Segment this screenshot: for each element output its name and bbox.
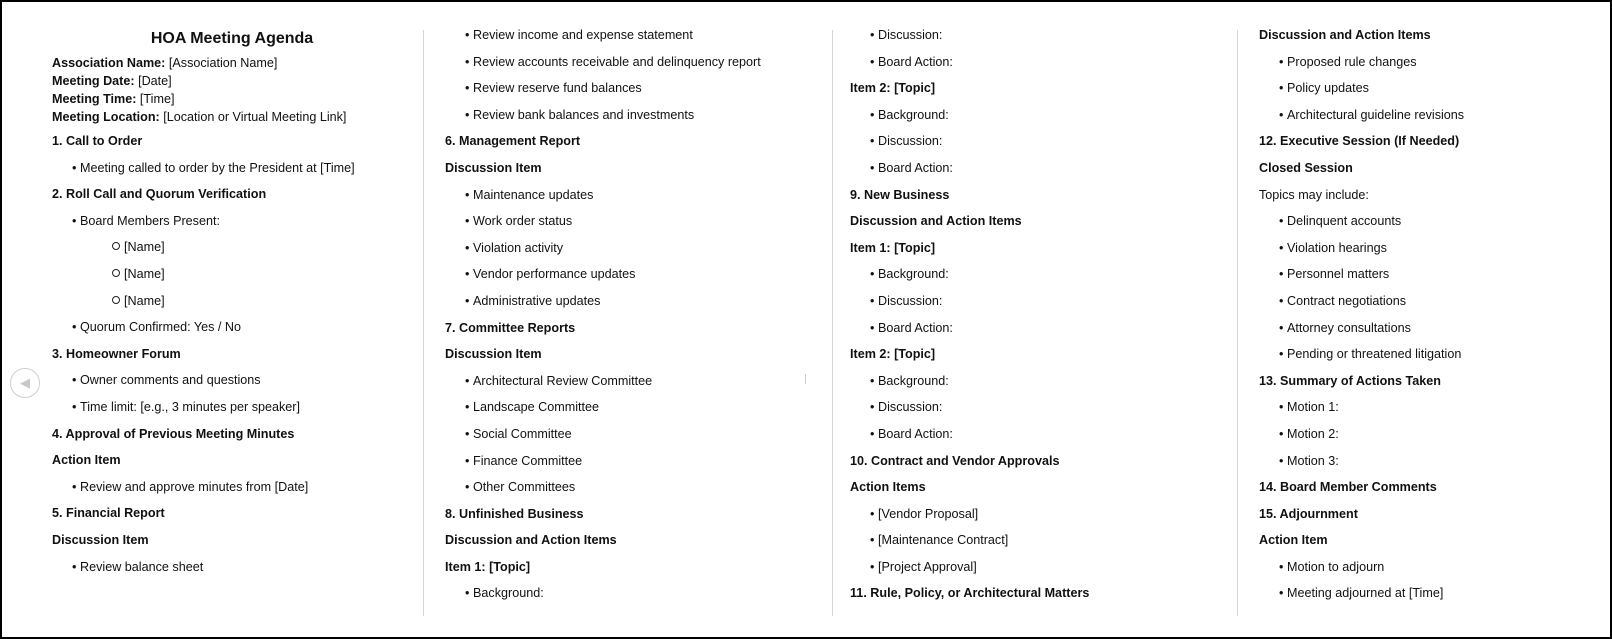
list-item-text: Work order status (473, 214, 573, 229)
list-item (850, 261, 1089, 288)
list-item (445, 208, 761, 235)
list-item-text: Board Action: (878, 426, 953, 441)
section-heading: Discussion Item (52, 532, 149, 547)
list-item-text: Discussion: (878, 293, 943, 308)
list-item (445, 288, 761, 315)
list-item (445, 580, 761, 607)
list-item-text: Proposed rule changes (1287, 54, 1417, 69)
section-heading: Item 1: [Topic] (850, 240, 936, 255)
section-heading: Item 2: [Topic] (850, 81, 936, 96)
list-item-text: Vendor performance updates (473, 267, 636, 282)
list-item (1259, 315, 1464, 342)
list-item-text: Board Members Present: (80, 213, 220, 228)
list-item (850, 368, 1089, 395)
list-item (1259, 421, 1464, 448)
list-item-text: Motion 1: (1287, 400, 1339, 415)
list-item-text: [Maintenance Contract] (878, 533, 1009, 548)
list-item-text: Review reserve fund balances (473, 81, 642, 96)
list-item-text: Violation hearings (1287, 240, 1387, 255)
meeting-detail-value: [Location or Virtual Meeting Link] (159, 110, 347, 124)
meeting-detail-label: Association Name: (52, 56, 166, 70)
list-item-text: Motion 2: (1287, 426, 1339, 441)
list-item (1259, 288, 1464, 315)
list-item (1259, 554, 1464, 581)
section-heading: 2. Roll Call and Quorum Verification (52, 187, 267, 202)
list-item-text: Attorney consultations (1287, 320, 1411, 335)
section-heading: 9. New Business (850, 187, 950, 202)
sub-list-item-text: [Name] (124, 266, 165, 281)
list-item (850, 22, 1089, 49)
list-item (850, 501, 1089, 528)
sub-list-item (52, 261, 412, 288)
list-item (850, 102, 1089, 129)
list-item-text: Review and approve minutes from [Date] (80, 479, 309, 494)
list-item (52, 394, 412, 421)
section-heading: Item 1: [Topic] (445, 559, 531, 574)
list-item (445, 448, 761, 475)
list-item (445, 261, 761, 288)
list-item-text: Architectural Review Committee (473, 373, 653, 388)
sub-list-item-text: [Name] (124, 293, 165, 308)
section-heading: 14. Board Member Comments (1259, 480, 1437, 495)
list-item (1259, 448, 1464, 475)
list-item (445, 102, 761, 129)
list-item (850, 155, 1089, 182)
section-heading: Discussion and Action Items (850, 214, 1022, 229)
list-item-text: Finance Committee (473, 453, 583, 468)
list-item-text: Contract negotiations (1287, 293, 1407, 308)
list-item-text: Background: (878, 373, 949, 388)
list-item (52, 314, 412, 341)
page-marker (805, 374, 806, 384)
list-item-text: Meeting adjourned at [Time] (1287, 586, 1444, 601)
list-item (445, 394, 761, 421)
list-item-text: Board Action: (878, 160, 953, 175)
list-item-text: Other Committees (473, 480, 576, 495)
meeting-details (52, 54, 412, 126)
list-item-text: [Project Approval] (878, 559, 977, 574)
list-item (1259, 580, 1464, 607)
list-item (850, 315, 1089, 342)
meeting-detail-label: Meeting Time: (52, 92, 137, 106)
list-item (1259, 341, 1464, 368)
section-heading: Discussion Item (445, 160, 542, 175)
meeting-detail-row (52, 72, 412, 90)
section-heading: 6. Management Report (445, 134, 581, 149)
section-heading: 11. Rule, Policy, or Architectural Matters (850, 586, 1090, 601)
list-item-text: Board Action: (878, 320, 953, 335)
list-item-text: Board Action: (878, 54, 953, 69)
list-item (1259, 208, 1464, 235)
list-item (850, 49, 1089, 76)
sub-list-item (52, 288, 412, 315)
list-item (850, 527, 1089, 554)
section-heading: Discussion and Action Items (445, 533, 617, 548)
meeting-detail-label: Meeting Date: (52, 74, 135, 88)
list-item (850, 128, 1089, 155)
section-heading: 13. Summary of Actions Taken (1259, 373, 1441, 388)
column-4 (1259, 22, 1464, 607)
list-item-text: Delinquent accounts (1287, 214, 1402, 229)
list-item (1259, 235, 1464, 262)
list-item-text: Personnel matters (1287, 267, 1390, 282)
list-item-text: Review accounts receivable and delinquency report (473, 54, 761, 69)
list-item-text: Motion 3: (1287, 453, 1339, 468)
meeting-detail-value: [Association Name] (165, 56, 278, 70)
list-item (850, 421, 1089, 448)
list-item-text: Review balance sheet (80, 559, 204, 574)
list-item (1259, 261, 1464, 288)
list-item-text: Owner comments and questions (80, 373, 261, 388)
list-item (52, 474, 412, 501)
list-item-text: [Vendor Proposal] (878, 506, 979, 521)
list-item (52, 554, 412, 581)
section-heading: Action Item (1259, 533, 1328, 548)
previous-page-button[interactable] (10, 368, 40, 398)
list-item-text: Review bank balances and investments (473, 107, 695, 122)
section-heading: Discussion and Action Items (1259, 28, 1431, 42)
column-3 (850, 22, 1089, 607)
list-item (445, 182, 761, 209)
circle-bullet-icon (112, 296, 120, 304)
section-heading: Closed Session (1259, 160, 1353, 175)
list-item-text: Landscape Committee (473, 400, 600, 415)
list-item-text: Architectural guideline revisions (1287, 107, 1465, 122)
meeting-detail-value: [Time] (136, 92, 175, 106)
list-item-text: Maintenance updates (473, 187, 594, 202)
meeting-detail-row (52, 108, 412, 126)
section-heading: Item 2: [Topic] (850, 347, 936, 362)
chevron-left-icon: ◀ (20, 375, 30, 390)
section-heading: Discussion Item (445, 347, 542, 362)
list-item (445, 49, 761, 76)
section-heading: 4. Approval of Previous Meeting Minutes (52, 426, 295, 441)
list-item (445, 22, 761, 49)
list-item (445, 474, 761, 501)
list-item (1259, 394, 1464, 421)
column-divider (832, 30, 833, 616)
list-item (1259, 49, 1464, 76)
section-heading: 10. Contract and Vendor Approvals (850, 453, 1060, 468)
column-divider (1237, 30, 1238, 616)
column-divider (423, 30, 424, 616)
list-item-text: Meeting called to order by the President at [Time] (80, 160, 355, 175)
list-item-text: Time limit: [e.g., 3 minutes per speaker] (80, 399, 301, 414)
list-item (445, 421, 761, 448)
meeting-detail-label: Meeting Location: (52, 110, 160, 124)
list-item (1259, 75, 1464, 102)
list-item-text: Discussion: (878, 400, 943, 415)
section-heading: 8. Unfinished Business (445, 506, 584, 521)
meeting-detail-value: [Date] (134, 74, 172, 88)
sub-list-item (52, 234, 412, 261)
list-item-text: Motion to adjourn (1287, 559, 1385, 574)
meeting-detail-row (52, 90, 412, 108)
list-item-text: Background: (878, 267, 949, 282)
list-item (52, 155, 412, 182)
list-item-text: Policy updates (1287, 81, 1369, 96)
list-item-text: Violation activity (473, 240, 564, 255)
list-item (52, 367, 412, 394)
section-heading: Action Item (52, 453, 121, 468)
list-item (850, 394, 1089, 421)
list-item-text: Review income and expense statement (473, 28, 693, 42)
section-heading: Action Items (850, 480, 926, 495)
list-item-text: Pending or threatened litigation (1287, 347, 1462, 362)
list-item-text: Discussion: (878, 28, 943, 42)
section-heading: 1. Call to Order (52, 134, 143, 148)
list-item-text: Social Committee (473, 426, 572, 441)
section-heading: 5. Financial Report (52, 506, 165, 521)
list-item (850, 288, 1089, 315)
list-item-text: Quorum Confirmed: Yes / No (80, 320, 241, 335)
list-item (1259, 102, 1464, 129)
column-1 (52, 24, 412, 580)
list-item (850, 554, 1089, 581)
list-item (445, 235, 761, 262)
paragraph: Topics may include: (1259, 187, 1369, 202)
section-heading: 7. Committee Reports (445, 320, 576, 335)
list-item (52, 208, 412, 235)
document-title: HOA Meeting Agenda (150, 30, 314, 47)
list-item (445, 75, 761, 102)
section-heading: 12. Executive Session (If Needed) (1259, 134, 1460, 149)
list-item-text: Discussion: (878, 134, 943, 149)
column-1-body (52, 128, 412, 580)
meeting-detail-row (52, 54, 412, 72)
section-heading: 15. Adjournment (1259, 506, 1358, 521)
list-item-text: Background: (473, 586, 544, 601)
list-item-text: Background: (878, 107, 949, 122)
list-item (445, 368, 761, 395)
circle-bullet-icon (112, 269, 120, 277)
circle-bullet-icon (112, 242, 120, 250)
sub-list-item-text: [Name] (124, 240, 165, 255)
section-heading: 3. Homeowner Forum (52, 346, 181, 361)
list-item-text: Administrative updates (473, 293, 601, 308)
column-2 (445, 22, 761, 607)
